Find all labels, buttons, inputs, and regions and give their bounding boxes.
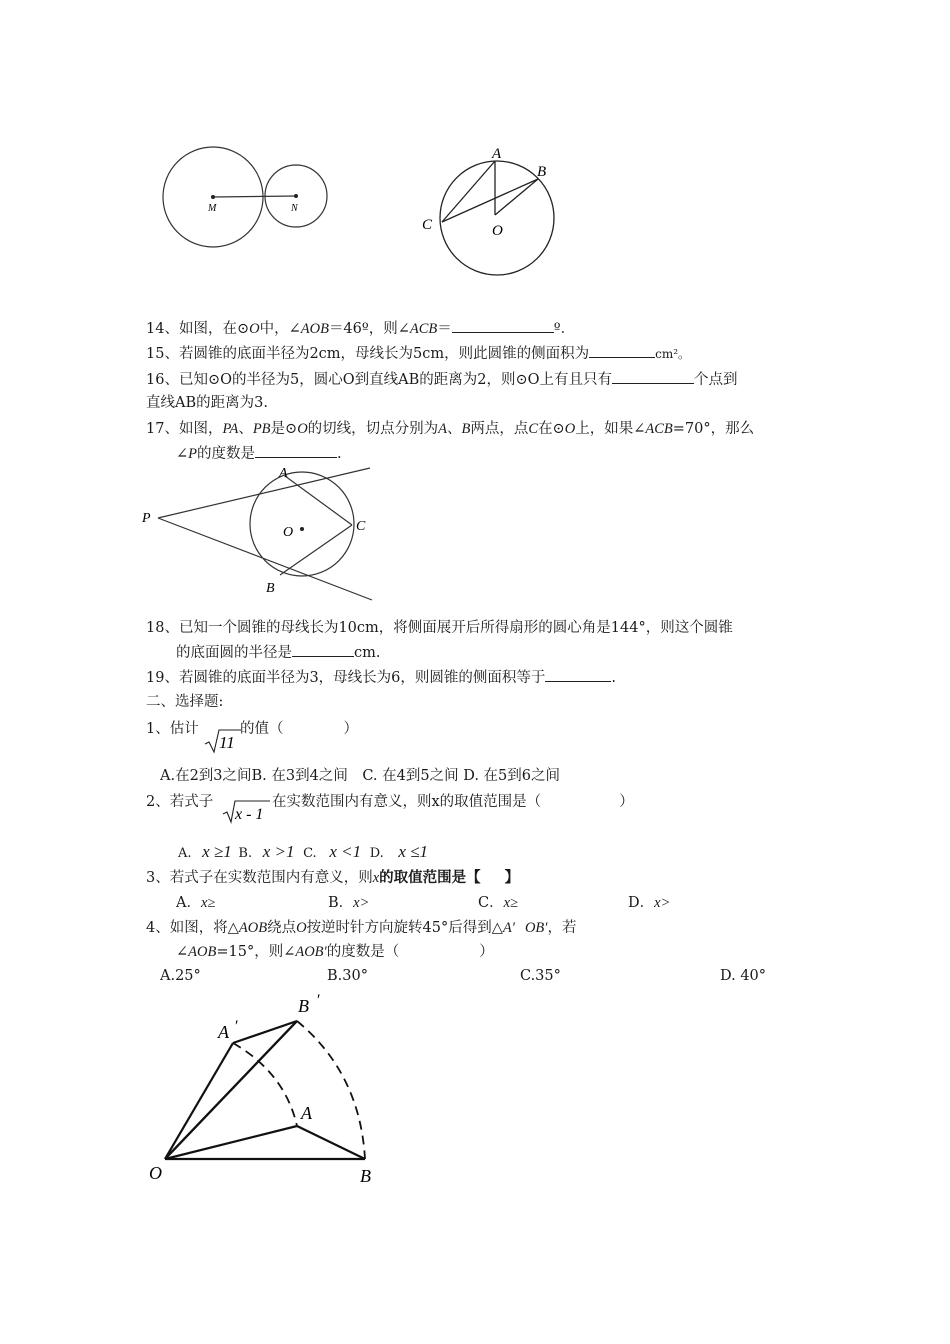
choice-1-options: A.在2到3之间B. 在3到4之间 C. 在4到5之间 D. 在5到6之间 [160,768,560,784]
c4-text-f: =15°，则∠ [216,944,296,960]
question-14 [146,318,575,339]
c1-text-a: 1、估计 [146,721,199,737]
q16-text-b: 个点到 [694,372,738,388]
choice-3-option-b[interactable] [328,893,369,913]
choice-1-tail [240,719,358,739]
q14-text-d: ＝ [437,321,452,337]
c3-opt-c-math: x≥ [503,895,519,911]
c4-a-prime: A′ [502,920,515,936]
choice-4-option-d[interactable]: D. 40° [720,968,767,984]
sqrt-x-minus-1 [222,800,272,830]
choice-1 [146,719,199,739]
q17-text-i: 的度数是 [197,446,256,462]
label-c: C [422,217,433,233]
question-19 [146,667,616,688]
choice-3-option-d[interactable] [628,893,670,913]
q17-sep: 、 [238,421,253,437]
c3-opt-b-math: x> [353,895,370,911]
q18-text-a: 18、已知一个圆锥的母线长为10cm，将侧面展开后所得扇形的圆心角是144°，则这个圆锥 [146,620,733,636]
q15-text-a: 15、若圆锥的底面半径为2cm，母线长为5cm，则此圆锥的侧面积为 [146,346,590,362]
c3-x: x [372,870,380,886]
q17-text-c: 的切线，切点分别为 [307,421,439,437]
label-b: B [360,1166,371,1186]
c2-math-a: x ≥1 [202,842,232,861]
c4-text-b: 绕点 [267,920,297,936]
c1-text-b: 的值（ [240,721,284,737]
c2-opt-a[interactable]: A. [178,846,192,861]
choice-3-option-c[interactable] [478,893,518,913]
choice-4-option-b[interactable]: B.30° [327,968,368,984]
c4-aob3: AOB′ [295,944,327,960]
c2-opt-b[interactable]: B. [238,846,253,861]
choice-3 [146,868,519,888]
q14-answer-blank[interactable] [452,318,554,333]
figure-tangent-circles-mn [160,145,350,265]
q17-text-j: . [337,446,342,462]
q14-acb: ACB [409,321,438,337]
q18-answer-blank[interactable] [292,642,354,657]
q17-text-b: 是⊙ [270,421,298,437]
choice-4-option-c[interactable]: C.35° [520,968,561,984]
sqrt-11 [203,728,243,758]
question-18-line2 [176,642,380,663]
q17-text-e: 在⊙ [538,421,565,437]
label-b-prime-mark: ′ [316,992,320,1009]
label-b: B [266,581,275,596]
c4-text-d: ，若 [547,920,577,936]
c4-text-a: 4、如图，将△ [146,920,239,936]
figure-rotation [145,993,385,1193]
label-o: O [283,525,294,540]
choice-2 [146,792,213,812]
c4-text-c: 按逆时针方向旋转45°后得到△ [306,920,503,936]
q17-text-d: 两点，点 [470,421,529,437]
label-m: M [208,203,217,214]
c2-math-c: x <1 [329,842,362,861]
c4-text-g: 的度数是（ [326,944,400,960]
sqrt-radicand: x - 1 [235,806,264,823]
c4-ob-prime: OB′ [524,920,548,936]
label-a-prime-mark: ′ [234,1018,238,1035]
c4-aob2: AOB [188,944,217,960]
c3-text-c: 】 [504,869,520,886]
question-16-line2 [146,393,268,413]
choice-4-option-a[interactable]: A.25° [160,968,201,984]
question-17-line2 [176,443,342,464]
q17-o: O [297,421,308,437]
q15-answer-blank[interactable] [589,343,655,358]
q17-pt-b: B [461,421,471,437]
c3-text-a: 3、若式子在实数范围内有意义，则 [146,870,373,886]
choice-4 [146,918,576,938]
label-o: O [149,1163,162,1183]
label-b: B [537,164,547,180]
q17-text-g: =70°，那么 [672,421,755,437]
label-n: N [291,203,298,214]
label-a-prime: A [218,1022,229,1042]
c3-opt-a-math: x≥ [200,895,216,911]
sqrt-11-radicand: 11 [219,733,235,752]
c3-text-b: 的取值范围是【 [379,869,481,886]
q18-text-c: cm. [354,645,381,661]
c4-o: O [296,920,307,936]
choice-2-options [178,842,428,864]
q14-text-e: º． [553,321,576,337]
q19-text-a: 19、若圆锥的底面半径为3，母线长为6，则圆锥的侧面积等于 [146,670,546,686]
q16-text-c: 直线AB的距离为3. [146,395,268,411]
q16-answer-blank[interactable] [612,369,694,384]
question-16 [146,369,738,390]
section-2-heading: 二、选择题: [146,694,224,710]
label-a: A [301,1103,312,1123]
q17-pa: PA [222,421,239,437]
q17-text-f: 上，如果∠ [575,421,646,437]
q14-text-a: 如图，在⊙ [178,321,250,337]
label-o: O [492,223,503,239]
label-a: A [492,146,502,162]
label-p: P [142,511,151,526]
label-c: C [356,519,366,534]
c4-aob: AOB [238,920,268,936]
q17-pb: PB [252,421,271,437]
c3-opt-d-math: x> [654,895,671,911]
q17-text-a: 17、如图， [146,421,223,437]
c3-opt-a-label: A． [176,895,201,911]
c3-opt-b-label: B． [328,895,354,911]
q18-text-b: 的底面圆的半径是 [176,645,292,661]
q19-text-b: . [611,670,617,686]
c2-math-b: x >1 [262,842,295,861]
q17-pt-c: C [528,421,539,437]
q14-text-c: ＝46º，则∠ [328,321,410,337]
c2-math-d: x ≤1 [398,842,429,861]
choice-4-line2 [176,942,494,962]
question-17 [146,419,754,439]
c2-opt-d[interactable]: D. [369,846,384,861]
q14-num: 14、 [146,321,179,337]
question-18 [146,618,733,638]
q17-sep2: 、 [447,421,462,437]
question-15 [146,343,690,364]
q14-text-b: 中，∠ [259,321,301,337]
label-a: A [279,466,288,481]
c3-opt-d-label: D． [628,895,655,911]
c4-text-e: ∠ [176,944,189,960]
q19-answer-blank[interactable] [545,667,611,682]
q16-text-a: 16、已知⊙O的半径为5，圆心O到直线AB的距离为2，则⊙O上有且只有 [146,372,612,388]
q14-aob: AOB [300,321,329,337]
q17-text-h: ∠ [176,446,189,462]
c3-opt-c-label: C． [478,895,504,911]
c1-text-c: ） [343,721,358,737]
c2-text-a: 2、若式子 [146,794,214,810]
q17-answer-blank[interactable] [255,443,337,458]
q17-p: P [188,446,198,462]
q17-o2: O [564,421,576,437]
q14-o: O [249,321,260,337]
c2-text-c: ） [619,794,634,810]
q17-pt-a: A [438,421,448,437]
q17-acb: ACB [645,421,673,437]
c2-text-b: 在实数范围内有意义，则x的取值范围是（ [272,794,542,810]
c2-opt-c[interactable]: C. [303,846,317,861]
figure-circle-abc [420,145,560,285]
label-b-prime: B [298,996,309,1016]
choice-3-option-a[interactable] [176,893,215,913]
choice-2-tail [272,792,634,812]
c4-text-h: ） [479,944,494,960]
q15-text-b: cm²。 [655,347,691,361]
figure-tangents-p [140,464,380,604]
